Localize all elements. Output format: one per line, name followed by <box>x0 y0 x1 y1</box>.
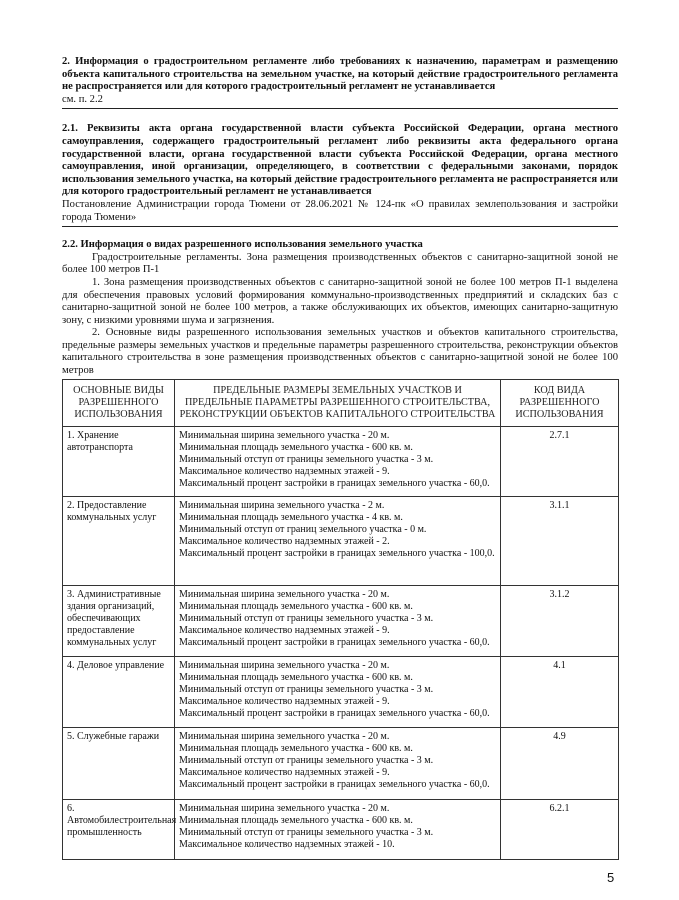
use-type-cell: 6. Автомобилестроительная промышленность <box>63 799 175 859</box>
header-use-type: ОСНОВНЫЕ ВИДЫ РАЗРЕШЕННОГО ИСПОЛЬЗОВАНИЯ <box>63 379 175 426</box>
header-use-code: КОД ВИДА РАЗРЕШЕННОГО ИСПОЛЬЗОВАНИЯ <box>501 379 619 426</box>
parameter-line: Максимальный процент застройки в границах земельного участка - 60,0. <box>179 708 490 720</box>
parameter-line: Максимальное количество надземных этажей - 9. <box>179 466 390 478</box>
parameter-line: Минимальная ширина земельного участка - 20 м. <box>179 802 390 814</box>
parameter-line: Максимальный процент застройки в границах земельного участка - 60,0. <box>179 478 490 490</box>
table-row <box>63 727 619 799</box>
parameter-line: Максимальное количество надземных этажей - 2. <box>179 536 390 548</box>
document-page <box>62 56 618 860</box>
table-row <box>63 656 619 727</box>
parameter-line: Минимальный отступ от границы земельного участка - 3 м. <box>179 755 434 767</box>
parameters-cell <box>175 496 501 585</box>
table-row <box>63 799 619 859</box>
parameters-cell <box>175 656 501 727</box>
use-code-cell: 3.1.1 <box>501 496 619 585</box>
parameter-line: Минимальный отступ от границы земельного участка - 3 м. <box>179 613 434 625</box>
use-type-cell: 2. Предоставление коммунальных услуг <box>63 496 175 585</box>
section-2-2-paragraph-2: 1. Зона размещения производственных объектов с санитарно-защитной зоной не более 100 метров П-1 выделена для обеспечения правовых условий формирования коммунально-производственных предприятий и складских баз с санитарно-защитной зоной не более 100 метров, а также обслуживающих их объектов, имеющих санитарно-защитную зону, с низкими уровнями шума и загрязнения. <box>62 276 618 326</box>
parameter-line: Максимальное количество надземных этажей - 9. <box>179 767 390 779</box>
parameter-line: Минимальный отступ от границ земельного участка - 0 м. <box>179 524 427 536</box>
section-2-reference: см. п. 2.2 <box>62 93 103 105</box>
parameter-line: Минимальная ширина земельного участка - 2 м. <box>179 499 385 511</box>
table-row <box>63 585 619 656</box>
use-type-cell: 4. Деловое управление <box>63 656 175 727</box>
section-2-2 <box>62 239 618 378</box>
parameter-line: Минимальный отступ от границы земельного участка - 3 м. <box>179 454 434 466</box>
page-number: 5 <box>607 870 615 885</box>
use-type-cell: 1. Хранение автотранспорта <box>63 426 175 496</box>
parameter-line: Минимальная площадь земельного участка - 600 кв. м. <box>179 600 413 612</box>
header-parameters: ПРЕДЕЛЬНЫЕ РАЗМЕРЫ ЗЕМЕЛЬНЫХ УЧАСТКОВ И ПРЕДЕЛЬНЫЕ ПАРАМЕТРЫ РАЗРЕШЕННОГО СТРОИТЕЛЬСТВА, РЕКОНСТРУКЦИИ ОБЪЕКТОВ КАПИТАЛЬНОГО СТРОИТЕЛЬСТВА <box>175 379 501 426</box>
section-2-1 <box>62 123 618 227</box>
parameter-line: Минимальная площадь земельного участка - 4 кв. м. <box>179 511 403 523</box>
parameters-cell <box>175 727 501 799</box>
parameter-line: Минимальная ширина земельного участка - 20 м. <box>179 588 390 600</box>
section-2-2-paragraph-3: 2. Основные виды разрешенного использования земельных участков и объектов капитального строительства, предельные размеры земельных участков и предельные параметры разрешенного строительства, реконструкции объектов капитального строительства в зоне размещения производственных объектов с санитарно-защитной зоной не более 100 метров <box>62 327 618 377</box>
table-row <box>63 426 619 496</box>
section-2-2-heading: 2.2. Информация о видах разрешенного использования земельного участка <box>62 239 423 251</box>
parameter-line: Минимальная площадь земельного участка - 600 кв. м. <box>179 742 413 754</box>
parameters-cell <box>175 799 501 859</box>
use-code-cell: 4.9 <box>501 727 619 799</box>
use-code-cell: 4.1 <box>501 656 619 727</box>
parameters-cell <box>175 426 501 496</box>
use-code-cell: 3.1.2 <box>501 585 619 656</box>
parameter-line: Максимальное количество надземных этажей - 9. <box>179 696 390 708</box>
table-row <box>63 496 619 585</box>
use-code-cell: 6.2.1 <box>501 799 619 859</box>
section-2-1-text: Постановление Администрации города Тюмени от 28.06.2021 № 124-пк «О правилах землепользования и застройки города Тюмени» <box>62 198 618 223</box>
table-header-row <box>63 379 619 426</box>
use-type-cell: 3. Административные здания организаций, обеспечивающих предоставление коммунальных услуг <box>63 585 175 656</box>
section-2 <box>62 56 618 109</box>
section-2-2-paragraph-1: Градостроительные регламенты. Зона размещения производственных объектов с санитарно-защитной зоной не более 100 метров П-1 <box>62 251 618 276</box>
parameter-line: Минимальный отступ от границы земельного участка - 3 м. <box>179 684 434 696</box>
parameter-line: Максимальный процент застройки в границах земельного участка - 100,0. <box>179 548 495 560</box>
use-type-cell: 5. Служебные гаражи <box>63 727 175 799</box>
permitted-use-table <box>62 379 619 860</box>
parameter-line: Минимальная ширина земельного участка - 20 м. <box>179 730 390 742</box>
parameter-line: Минимальная ширина земельного участка - 20 м. <box>179 429 390 441</box>
parameter-line: Минимальная площадь земельного участка - 600 кв. м. <box>179 671 413 683</box>
section-2-1-heading: 2.1. Реквизиты акта органа государственной власти субъекта Российской Федерации, органа местного самоуправления, содержащего градостроительный регламент либо реквизиты акта федерального органа государственной власти, органа государственной власти субъекта Российской Федерации, органа местного самоуправления, иной организации, определяющего, в соответствии с федеральными законами, порядок использования земельного участка, на который действие градостроительного регламента не распространяется или для которого градостроительный регламент не устанавливается <box>62 123 618 198</box>
parameter-line: Максимальное количество надземных этажей - 9. <box>179 625 390 637</box>
parameters-cell <box>175 585 501 656</box>
use-code-cell: 2.7.1 <box>501 426 619 496</box>
section-2-heading: 2. Информация о градостроительном регламенте либо требованиях к назначению, параметрам и размещению объекта капитального строительства на земельном участке, на который действие градостроительного регламента не распространяется или для которого градостроительный регламент не устанавливается <box>62 56 618 93</box>
parameter-line: Максимальное количество надземных этажей - 10. <box>179 839 395 851</box>
parameter-line: Максимальный процент застройки в границах земельного участка - 60,0. <box>179 637 490 649</box>
parameter-line: Минимальный отступ от границы земельного участка - 3 м. <box>179 827 434 839</box>
parameter-line: Минимальная площадь земельного участка - 600 кв. м. <box>179 814 413 826</box>
parameter-line: Минимальная ширина земельного участка - 20 м. <box>179 659 390 671</box>
parameter-line: Минимальная площадь земельного участка - 600 кв. м. <box>179 441 413 453</box>
parameter-line: Максимальный процент застройки в границах земельного участка - 60,0. <box>179 779 490 791</box>
